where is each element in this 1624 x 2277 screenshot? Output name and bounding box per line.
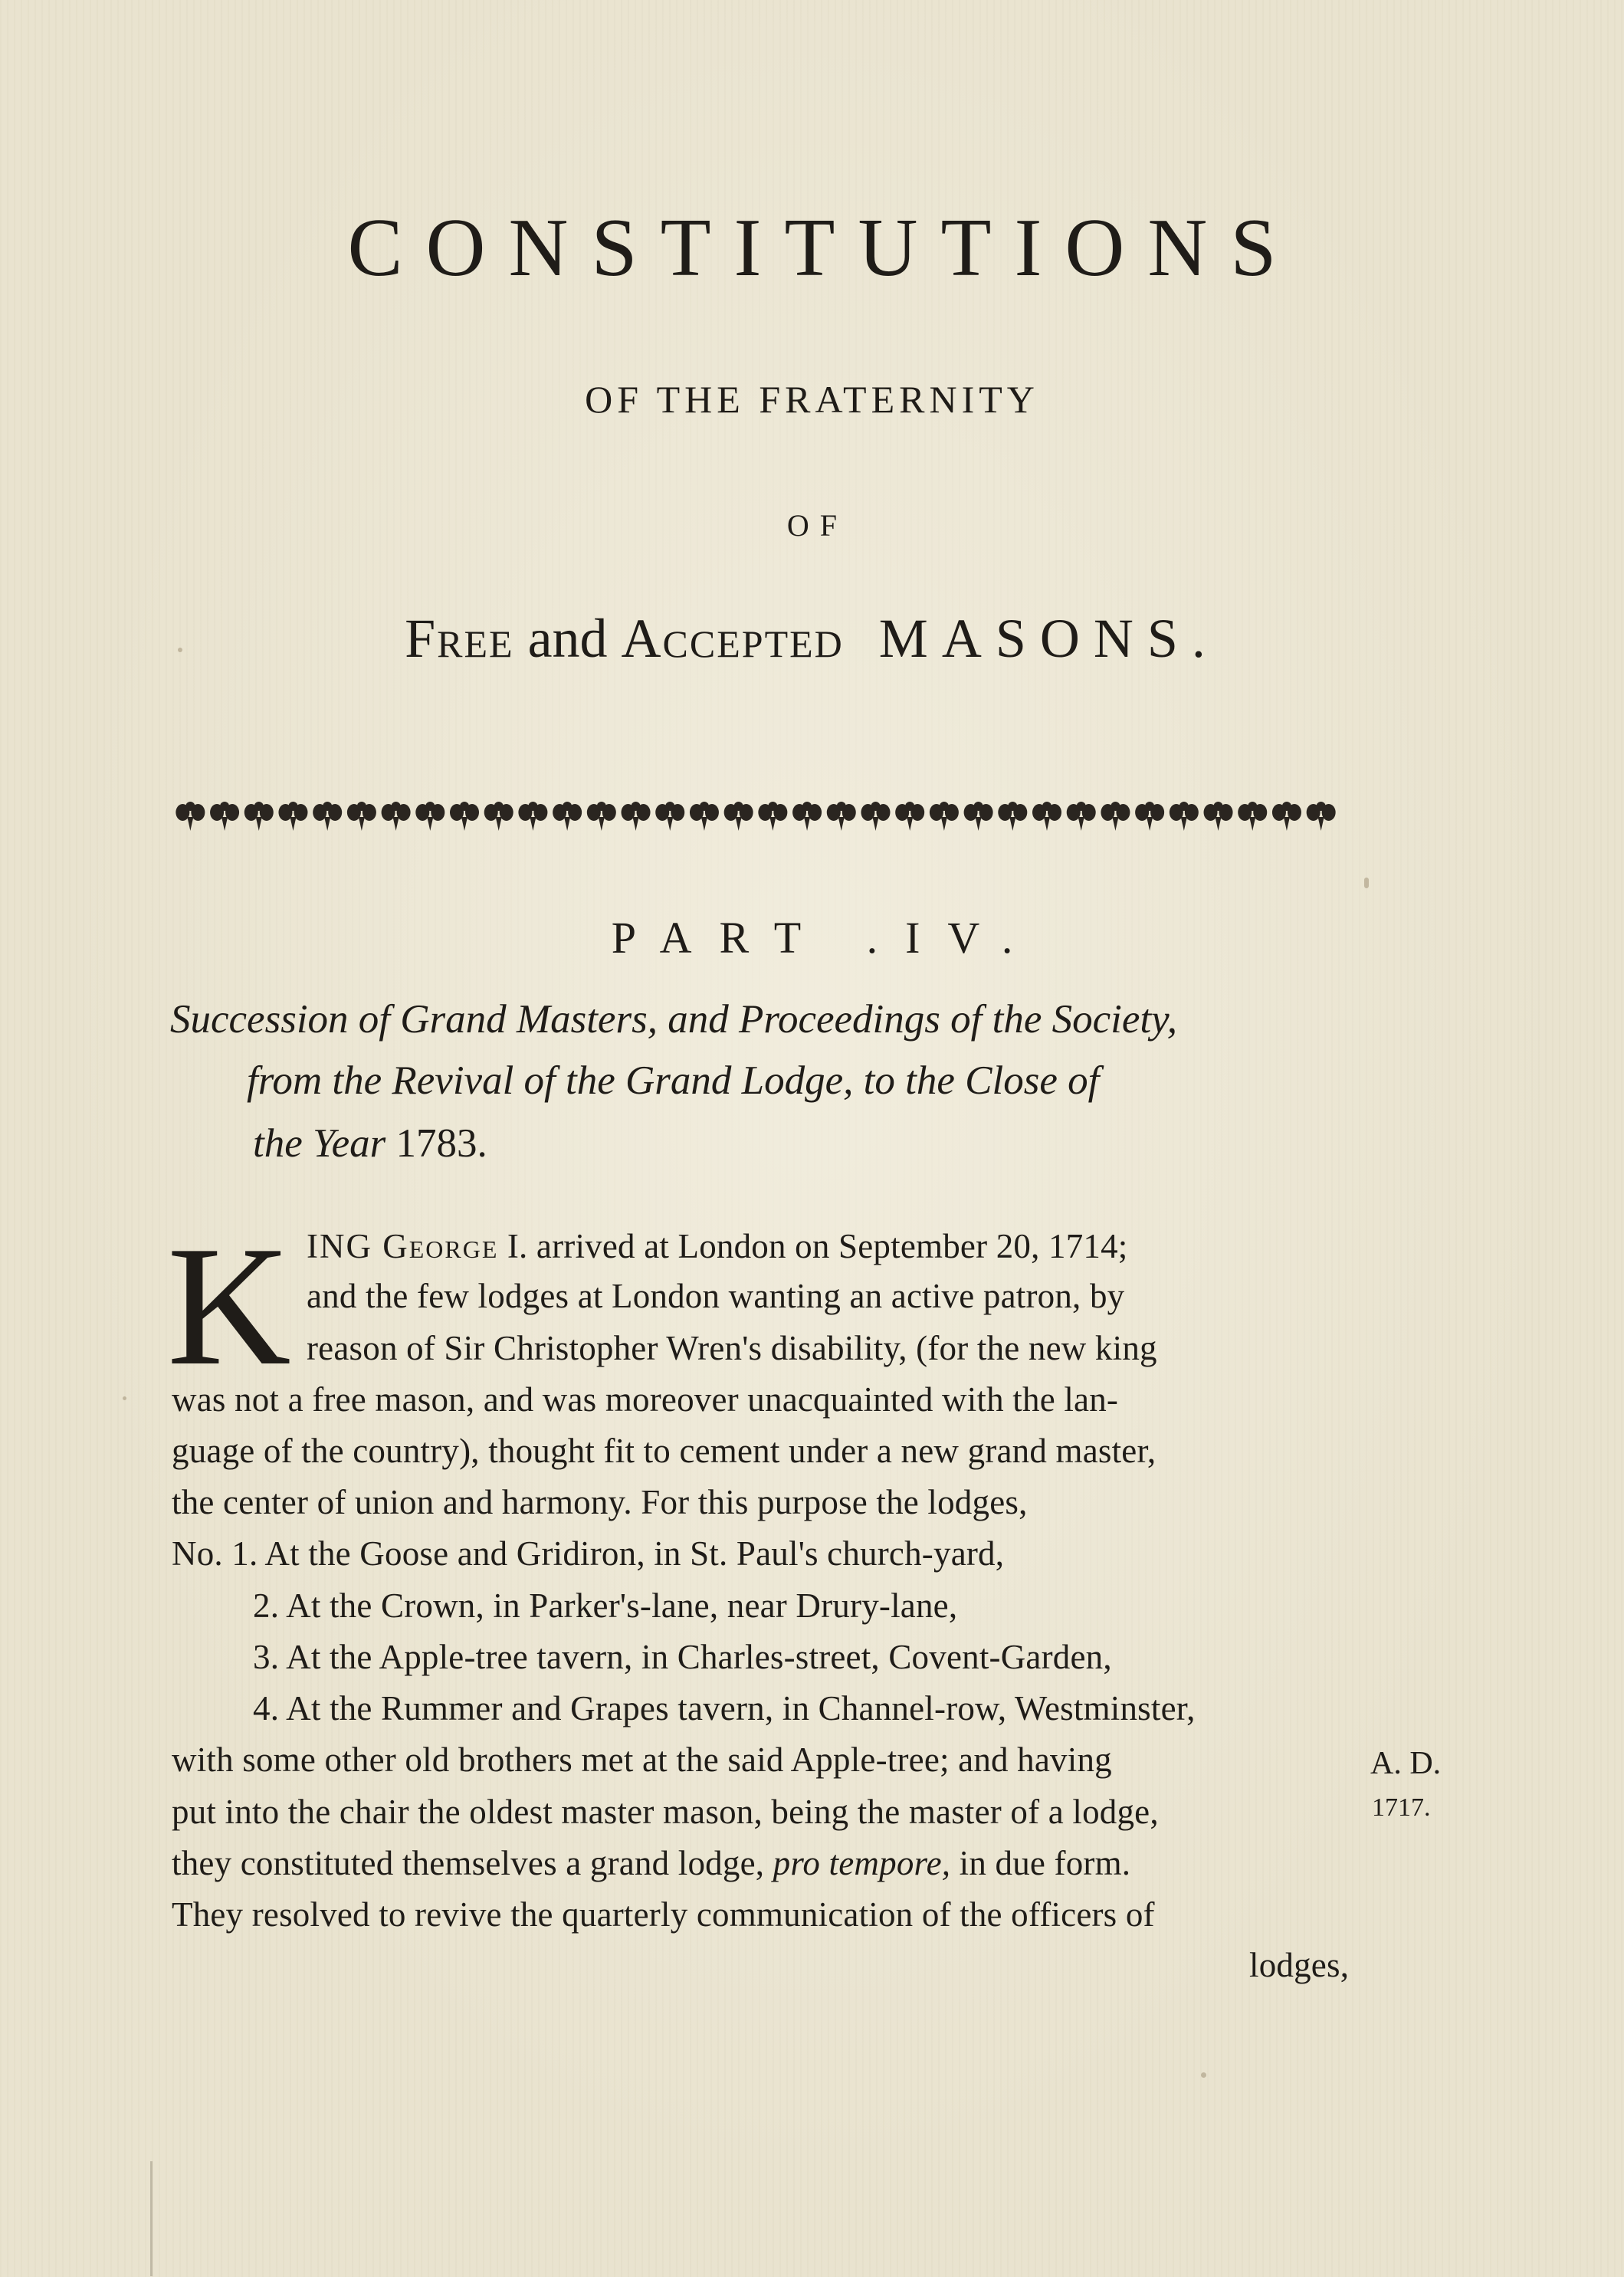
fleuron-icon [792, 802, 822, 831]
subtitle-fraternity: OF THE FRATERNITY [585, 378, 1039, 421]
fleuron-icon [553, 802, 582, 831]
fleuron-icon [827, 802, 856, 831]
fleuron-icon [861, 802, 890, 831]
fleuron-icon [415, 802, 445, 831]
body-line-5: guage of the country), thought fit to cement under a new grand master, [172, 1432, 1156, 1470]
fleuron-icon [690, 802, 719, 831]
fleuron-icon [622, 802, 651, 831]
fleuron-icon [1135, 802, 1164, 831]
body-line-10: 4. At the Rummer and Grapes tavern, in Channel-row, Westminster, [253, 1689, 1196, 1727]
word-masons: MASONS. [878, 608, 1219, 669]
word-free: Free [405, 608, 514, 669]
fleuron-icon [758, 802, 787, 831]
word-accepted: Accepted [621, 608, 844, 669]
body-line-4: was not a free mason, and was moreover unacquainted with the lan- [172, 1380, 1119, 1419]
body-line-7: No. 1. At the Goose and Gridiron, in St. Paul's church-yard, [172, 1534, 1005, 1573]
fleuron-icon [176, 802, 205, 831]
fleuron-icon [1067, 802, 1096, 831]
fleuron-icon [313, 802, 342, 831]
fleuron-icon [347, 802, 376, 831]
fleuron-icon [1101, 802, 1130, 831]
fleuron-icon [655, 802, 684, 831]
fleuron-icon [1238, 802, 1267, 831]
ornament-border [173, 797, 1338, 835]
body-line-1 [307, 1226, 1128, 1266]
fleuron-icon [724, 802, 753, 831]
fleuron-icon [998, 802, 1027, 831]
body-line-13-a: they constituted themselves a grand lodge, [172, 1844, 765, 1882]
fleuron-icon [1032, 802, 1061, 831]
fleuron-icon [382, 802, 411, 831]
margin-note-ad: A. D. [1370, 1746, 1442, 1781]
fleuron-icon [1272, 802, 1301, 831]
body-line-9: 3. At the Apple-tree tavern, in Charles-street, Covent-Garden, [253, 1638, 1112, 1676]
subtitle-of: OF [786, 508, 848, 543]
part-subtitle-year-label: the Year [253, 1121, 386, 1166]
body-line-11: with some other old brothers met at the said Apple-tree; and having [172, 1741, 1112, 1779]
fleuron-icon [450, 802, 479, 831]
body-line-2: and the few lodges at London wanting an active patron, by [307, 1277, 1125, 1315]
body-line-1-rest: I. arrived at London on September 20, 1714; [507, 1227, 1128, 1265]
part-heading: PART .IV. [611, 913, 1041, 963]
fleuron-icon [895, 802, 924, 831]
fleuron-icon [964, 802, 993, 831]
fleuron-icon [1204, 802, 1233, 831]
fleuron-icon [1170, 802, 1199, 831]
fleuron-icon [518, 802, 547, 831]
body-line-13 [172, 1843, 1130, 1883]
foxing-spot [1201, 2072, 1206, 2078]
body-line-1-smallcaps: ING George [307, 1227, 499, 1265]
foxing-spot [123, 1396, 126, 1400]
part-subtitle-year: 1783. [395, 1121, 487, 1166]
drop-cap: K [167, 1211, 291, 1401]
margin-note-year: 1717. [1372, 1793, 1431, 1822]
page-title: CONSTITUTIONS [347, 202, 1300, 294]
part-subtitle-line3 [253, 1120, 487, 1166]
body-line-3: reason of Sir Christopher Wren's disability, (for the new king [307, 1329, 1157, 1367]
page-edge-mark [150, 2161, 153, 2276]
fleuron-icon [484, 802, 513, 831]
body-line-12: put into the chair the oldest master mason, being the master of a lodge, [172, 1793, 1159, 1831]
fleuron-icon [244, 802, 274, 831]
foxing-spot [178, 648, 182, 652]
body-line-14: They resolved to revive the quarterly communication of the officers of [172, 1895, 1155, 1934]
word-and: and [527, 608, 608, 669]
part-subtitle-line1: Succession of Grand Masters, and Proceedings of the Society, [170, 997, 1177, 1042]
fleuron-icon [278, 802, 307, 831]
fleuron-icon [587, 802, 616, 831]
part-subtitle-line2: from the Revival of the Grand Lodge, to the Close of [247, 1058, 1100, 1103]
body-line-13-italic: pro tempore, [773, 1844, 951, 1882]
body-line-13-b: in due form. [959, 1844, 1131, 1882]
fleuron-icon [930, 802, 959, 831]
body-line-6: the center of union and harmony. For this purpose the lodges, [172, 1483, 1028, 1521]
foxing-spot [1364, 878, 1369, 888]
fleuron-icon [1307, 802, 1336, 831]
subtitle-free-accepted-masons [0, 607, 1624, 671]
body-line-8: 2. At the Crown, in Parker's-lane, near Drury-lane, [253, 1586, 958, 1625]
catchword: lodges, [1249, 1946, 1350, 1984]
fleuron-icon [210, 802, 239, 831]
